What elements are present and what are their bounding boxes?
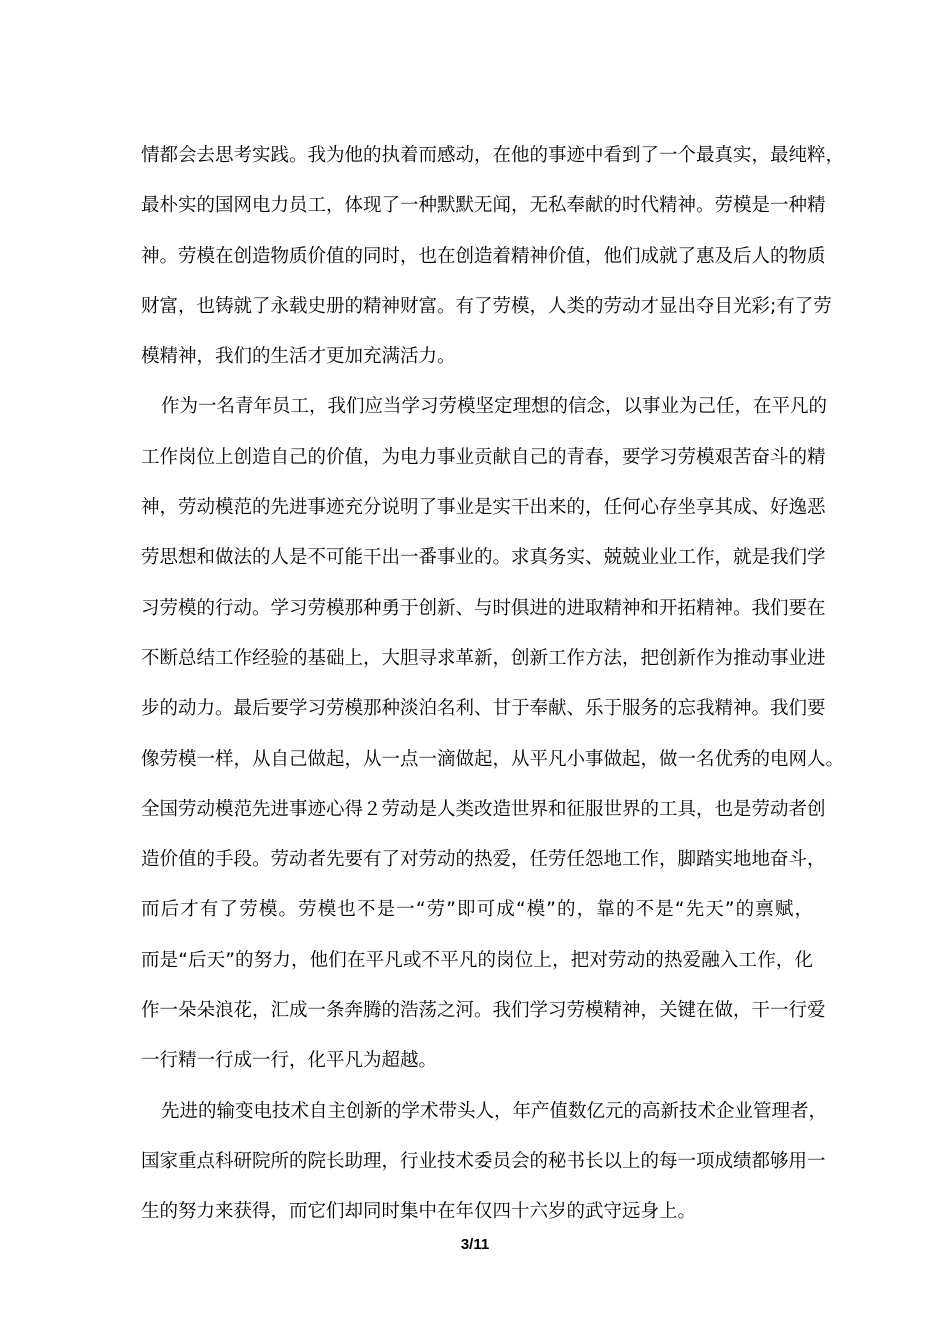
text-line: 像劳模一样，从自己做起，从一点一滴做起，从平凡小事做起，做一名优秀的电网人。 [141, 748, 845, 770]
text-line: 造价值的手段。劳动者先要有了对劳动的热爱，任劳任怨地工作，脚踏实地地奋斗， [141, 849, 826, 871]
text-line: 最朴实的国网电力员工，体现了一种默默无闻，无私奉献的时代精神。劳模是一种精 [141, 195, 826, 217]
text-line: 神，劳动模范的先进事迹充分说明了事业是实干出来的，任何心存坐享其成、好逸恶 [141, 497, 826, 519]
text-line: 生的努力来获得，而它们却同时集中在年仅四十六岁的武守远身上。 [141, 1201, 697, 1223]
text-line: 而是“后天”的努力，他们在平凡或不平凡的岗位上，把对劳动的热爱融入工作，化 [141, 949, 813, 971]
text-line: 财富，也铸就了永载史册的精神财富。有了劳模，人类的劳动才显出夺目光彩;有了劳 [141, 295, 832, 317]
text-line: 工作岗位上创造自己的价值，为电力事业贡献自己的青春，要学习劳模艰苦奋斗的精 [141, 446, 826, 468]
text-line: 步的动力。最后要学习劳模那种淡泊名利、甘于奉献、乐于服务的忘我精神。我们要 [141, 698, 826, 720]
page-number: 3/11 [460, 1236, 490, 1253]
text-line: 劳思想和做法的人是不可能干出一番事业的。求真务实、兢兢业业工作，就是我们学 [141, 547, 826, 569]
text-line: 全国劳动模范先进事迹心得２劳动是人类改造世界和征服世界的工具，也是劳动者创 [141, 798, 826, 820]
text-line: 一行精一行成一行，化平凡为超越。 [141, 1050, 438, 1072]
text-line: 习劳模的行动。学习劳模那种勇于创新、与时俱进的进取精神和开拓精神。我们要在 [141, 597, 826, 619]
text-line: 先进的输变电技术自主创新的学术带头人，年产值数亿元的高新技术企业管理者， [161, 1100, 828, 1122]
text-line: 模精神，我们的生活才更加充满活力。 [141, 346, 456, 368]
text-line: 国家重点科研院所的院长助理，行业技术委员会的秘书长以上的每一项成绩都够用一 [141, 1150, 826, 1172]
text-line: 作一朵朵浪花，汇成一条奔腾的浩荡之河。我们学习劳模精神，关键在做，干一行爱 [141, 1000, 826, 1022]
text-line: 而后才有了劳模。劳模也不是一“劳”即可成“模”的，靠的不是“先天”的禀赋， [141, 899, 813, 921]
body-text [141, 131, 845, 1238]
text-line: 情都会去思考实践。我为他的执着而感动，在他的事迹中看到了一个最真实，最纯粹， [141, 145, 845, 166]
text-line: 作为一名青年员工，我们应当学习劳模坚定理想的信念，以事业为己任，在平凡的 [161, 396, 828, 418]
text-line: 不断总结工作经验的基础上，大胆寻求革新，创新工作方法，把创新作为推动事业进 [141, 647, 826, 669]
text-line: 神。劳模在创造物质价值的同时，也在创造着精神价值，他们成就了惠及后人的物质 [141, 245, 826, 267]
